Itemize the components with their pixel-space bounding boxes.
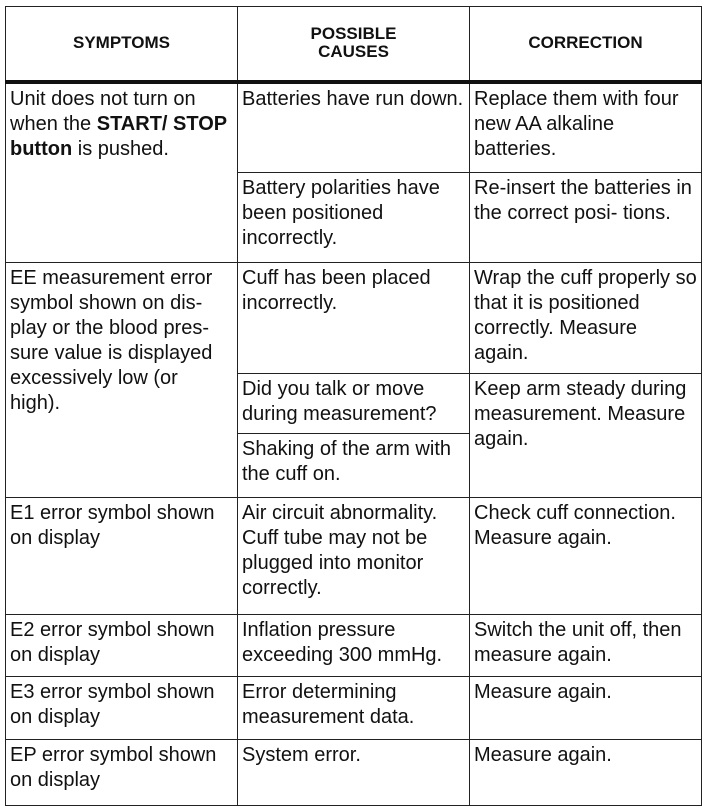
correction-cell: Replace them with four new AA alkaline batteries. bbox=[470, 82, 702, 173]
correction-cell: Keep arm steady during measurement. Measure again. bbox=[470, 373, 702, 498]
table-row bbox=[6, 82, 702, 173]
correction-cell: Measure again. bbox=[470, 677, 702, 739]
correction-cell: Switch the unit off, then measure again. bbox=[470, 614, 702, 676]
correction-cell: Check cuff connection. Measure again. bbox=[470, 498, 702, 615]
header-symptoms: SYMPTOMS bbox=[6, 7, 238, 82]
symptom-text: Unit does not turn on when the bbox=[10, 87, 196, 135]
cause-cell: Battery polarities have been positioned incorrectly. bbox=[238, 172, 470, 263]
correction-cell: Measure again. bbox=[470, 739, 702, 805]
cause-cell: Cuff has been placed incorrectly. bbox=[238, 263, 470, 374]
cause-cell: Did you talk or move during measurement? bbox=[238, 373, 470, 433]
header-row bbox=[6, 7, 702, 82]
symptom-text: is pushed. bbox=[72, 137, 169, 160]
symptom-cell: EE measurement error symbol shown on dis- play or the blood pres- sure value is displayed excessively low (or high). bbox=[6, 263, 238, 498]
table-row bbox=[6, 498, 702, 615]
header-possible-causes bbox=[238, 7, 470, 82]
table-row bbox=[6, 739, 702, 805]
symptom-cell: E3 error symbol shown on display bbox=[6, 677, 238, 739]
header-correction: CORRECTION bbox=[470, 7, 702, 82]
cause-cell: System error. bbox=[238, 739, 470, 805]
troubleshooting-table bbox=[5, 6, 702, 806]
symptom-cell: E1 error symbol shown on display bbox=[6, 498, 238, 615]
cause-cell: Error determining measurement data. bbox=[238, 677, 470, 739]
table-row bbox=[6, 677, 702, 739]
correction-cell: Re-insert the batteries in the correct posi- tions. bbox=[470, 172, 702, 263]
symptom-cell: E2 error symbol shown on display bbox=[6, 614, 238, 676]
correction-cell: Wrap the cuff properly so that it is positioned correctly. Measure again. bbox=[470, 263, 702, 374]
symptom-bold-text: START/ STOP button bbox=[10, 112, 227, 160]
header-causes-line2: CAUSES bbox=[318, 42, 389, 62]
symptom-cell bbox=[6, 82, 238, 263]
table-row bbox=[6, 263, 702, 374]
symptom-cell: EP error symbol shown on display bbox=[6, 739, 238, 805]
cause-cell: Batteries have run down. bbox=[238, 82, 470, 173]
cause-cell: Shaking of the arm with the cuff on. bbox=[238, 433, 470, 497]
header-causes-line1: POSSIBLE bbox=[310, 24, 397, 44]
table-row bbox=[6, 614, 702, 676]
cause-cell: Inflation pressure exceeding 300 mmHg. bbox=[238, 614, 470, 676]
cause-cell: Air circuit abnormality. Cuff tube may not be plugged into monitor correctly. bbox=[238, 498, 470, 615]
